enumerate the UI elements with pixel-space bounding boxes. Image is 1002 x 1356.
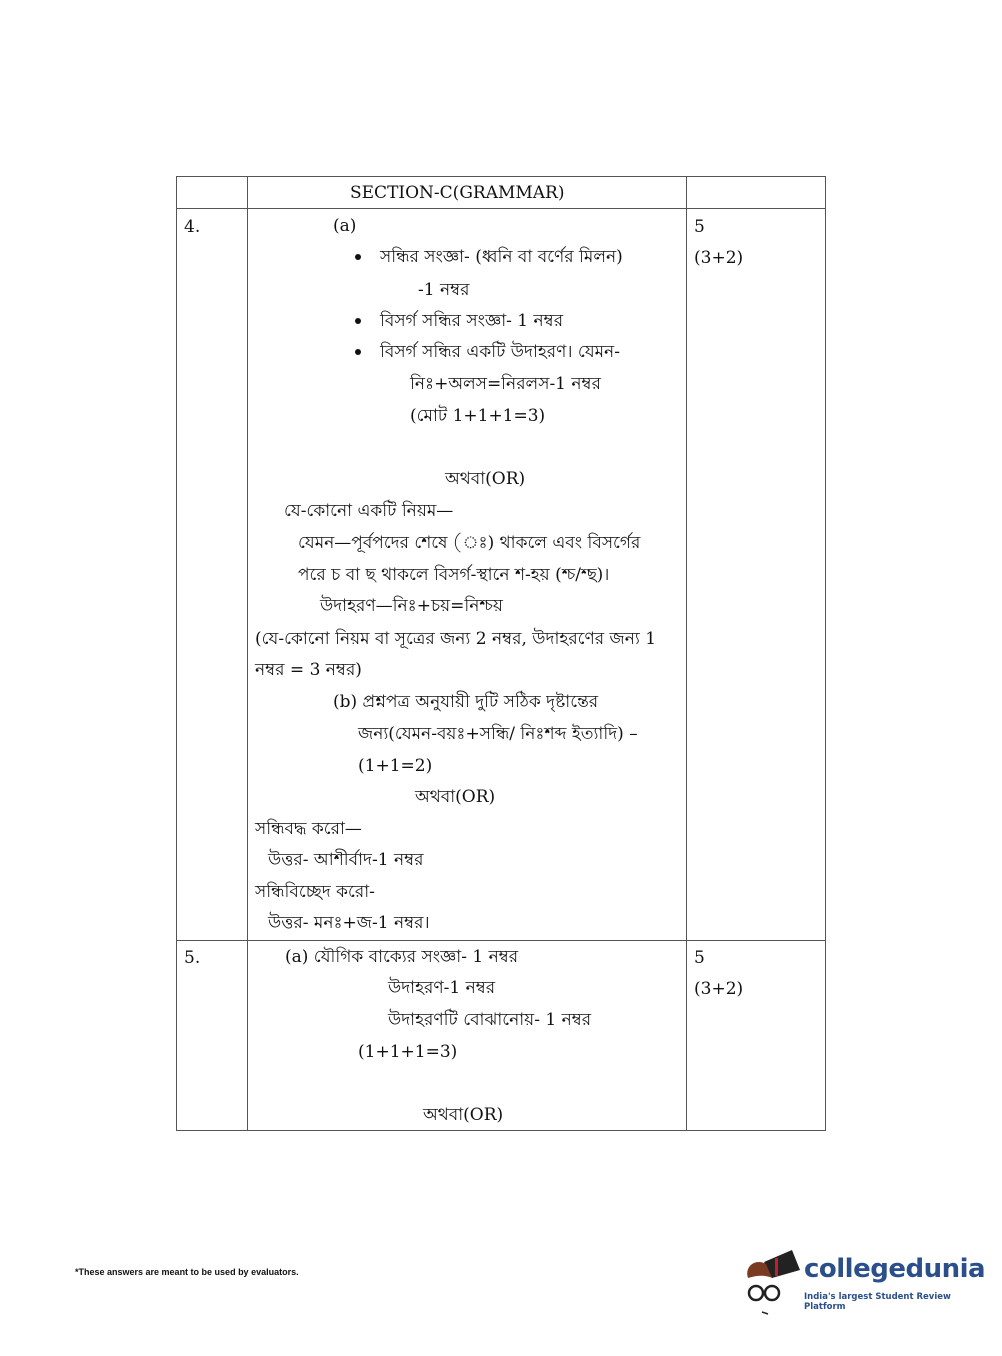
bullet-icon (355, 349, 361, 355)
answer-line: (1+1+1=3) (358, 1042, 458, 1062)
answer-line: উত্তর- আশীর্বাদ-1 নম্বর (268, 850, 424, 870)
table-border (176, 176, 826, 177)
table-border (176, 940, 826, 941)
answer-line: সন্ধির সংজ্ঞা- (ধ্বনি বা বর্ণের মিলন) (380, 247, 623, 267)
answer-line: সন্ধিবদ্ধ করো— (255, 819, 362, 839)
answer-line: সন্ধিবিচ্ছেদ করো- (255, 882, 375, 902)
logo-wordmark: collegedunia (804, 1254, 986, 1284)
answer-line: যে-কোনো একটি নিয়ম— (284, 501, 454, 521)
answer-line: বিসর্গ সন্ধির সংজ্ঞা- 1 নম্বর (380, 311, 564, 331)
answer-line: (b) প্রশ্নপত্র অনুযায়ী দুটি সঠিক দৃষ্টান্তের (333, 692, 599, 712)
marks-breakdown: (3+2) (694, 979, 744, 999)
marks: 5 (694, 217, 705, 237)
table-border (176, 208, 826, 209)
question-number: 4. (184, 217, 201, 237)
answer-line: বিসর্গ সন্ধির একটি উদাহরণ। যেমন- (380, 342, 620, 362)
answer-line: যেমন—পূর্বপদের শেষে (ঃ) থাকলে এবং বিসর্গের (298, 533, 641, 553)
answer-line: (a) যৌগিক বাক্যের সংজ্ঞা- 1 নম্বর (285, 947, 519, 967)
mascot-icon (742, 1248, 802, 1318)
answer-line: উদাহরণটি বোঝানোয়- 1 নম্বর (388, 1010, 592, 1030)
table-border (176, 1130, 826, 1131)
collegedunia-logo (742, 1248, 986, 1318)
table-border (176, 176, 177, 1131)
answer-line: পরে চ বা ছ থাকলে বিসর্গ-স্থানে শ-হয় (শ্চ/শ্ছ)। (298, 565, 610, 585)
question-number: 5. (184, 948, 201, 968)
logo-tagline: India's largest Student Review Platform (804, 1292, 951, 1312)
table-border (686, 176, 687, 1131)
answer-line: উদাহরণ-1 নম্বর (388, 978, 496, 998)
answer-line: উত্তর- মনঃ+জ-1 নম্বর। (268, 913, 430, 933)
answer-line: নম্বর = 3 নম্বর) (255, 660, 362, 680)
answer-line: জন্য(যেমন-বয়ঃ+সন্ধি/ নিঃশব্দ ইত্যাদি) – (358, 724, 638, 744)
table-border (247, 176, 248, 1131)
marks-breakdown: (3+2) (694, 248, 744, 268)
evaluator-note: *These answers are meant to be used by evaluators. (75, 1267, 299, 1277)
answer-line: (মোট 1+1+1=3) (410, 406, 546, 426)
answer-line: উদাহরণ—নিঃ+চয়=নিশ্চয় (320, 596, 503, 616)
marks: 5 (694, 948, 705, 968)
answer-line: (যে-কোনো নিয়ম বা সূত্রের জন্য 2 নম্বর, উদাহরণের জন্য 1 (255, 629, 657, 649)
section-title: SECTION-C(GRAMMAR) (350, 183, 565, 203)
or-separator: অথবা(OR) (415, 787, 496, 807)
answer-line: নিঃ+অলস=নিরলস-1 নম্বর (410, 374, 601, 394)
table-border (825, 176, 826, 1131)
answer-line: -1 নম্বর (418, 280, 470, 300)
or-separator: অথবা(OR) (423, 1105, 504, 1125)
answer-line: (1+1=2) (358, 756, 433, 776)
bullet-icon (355, 254, 361, 260)
bullet-icon (355, 318, 361, 324)
answer-line: (a) (333, 216, 357, 236)
or-separator: অথবা(OR) (445, 469, 526, 489)
